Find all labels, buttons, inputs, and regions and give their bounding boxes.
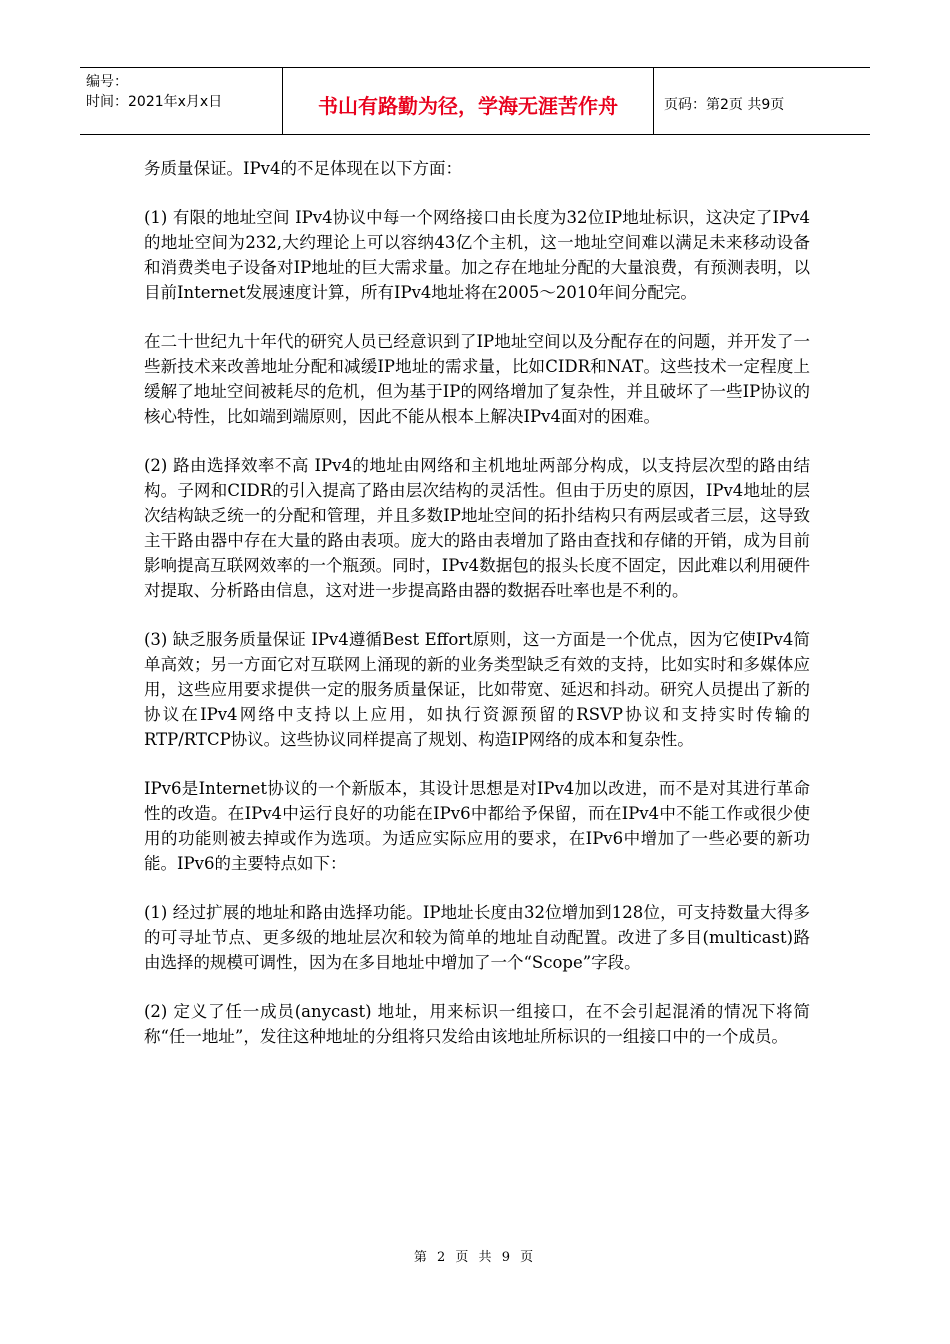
document-date-label: 时间：2021年x月x日: [86, 94, 223, 110]
paragraph: (1) 有限的地址空间 IPv4协议中每一个网络接口由长度为32位IP地址标识，这决定了IPv4的地址空间为232,大约理论上可以容纳43亿个主机，这一地址空间难以满足未来移动设备和消费类电子设备对IP地址的巨大需求量。加之存在地址分配的大量浪费，有预测表明，以目前Internet发展速度计算，所有IPv4地址将在2005～2010年间分配完。: [144, 208, 810, 302]
document-number-label: 编号：: [86, 74, 128, 90]
header-motto: 书山有路勤为径，学海无涯苦作舟: [282, 68, 654, 134]
paragraph: 在二十世纪九十年代的研究人员已经意识到了IP地址空间以及分配存在的问题，并开发了一些新技术来改善地址分配和减缓IP地址的需求量，比如CIDR和NAT。这些技术一定程度上缓解了地址空间被耗尽的危机，但为基于IP的网络增加了复杂性，并且破坏了一些IP协议的核心特性，比如端到端原则，因此不能从根本上解决IPv4面对的困难。: [144, 332, 810, 426]
paragraph: 务质量保证。IPv4的不足体现在以下方面：: [144, 159, 462, 178]
paragraph: (3) 缺乏服务质量保证 IPv4遵循Best Effort原则，这一方面是一个优点，因为它使IPv4简单高效；另一方面它对互联网上涌现的新的业务类型缺乏有效的支持，比如实时和多媒体应用，这些应用要求提供一定的服务质量保证，比如带宽、延迟和抖动。研究人员提出了新的协议在IPv4网络中支持以上应用，如执行资源预留的RSVP协议和支持实时传输的RTP/RTCP协议。这些协议同样提高了规划、构造IP网络的成本和复杂性。: [144, 630, 810, 749]
header-meta: [80, 68, 282, 134]
paragraph: IPv6是Internet协议的一个新版本，其设计思想是对IPv4加以改进，而不是对其进行革命性的改造。在IPv4中运行良好的功能在IPv6中都给予保留，而在IPv4中不能工作或很少使用的功能则被去掉或作为选项。为适应实际应用的要求，在IPv6中增加了一些必要的新功能。IPv6的主要特点如下：: [144, 779, 810, 873]
paragraph: (1) 经过扩展的地址和路由选择功能。IP地址长度由32位增加到128位，可支持数量大得多的可寻址节点、更多级的地址层次和较为简单的地址自动配置。改进了多目(multicast)路由选择的规模可调性，因为在多目地址中增加了一个“Scope”字段。: [144, 903, 810, 972]
page-header: [80, 67, 870, 135]
document-body: [144, 156, 810, 1073]
page-footer: 第 2 页 共 9 页: [413, 1250, 537, 1265]
paragraph: (2) 定义了任一成员(anycast) 地址，用来标识一组接口，在不会引起混淆的情况下将简称“任一地址”，发往这种地址的分组将只发给由该地址所标识的一组接口中的一个成员。: [144, 1002, 810, 1046]
header-page-info: 页码：第2页 共9页: [664, 97, 785, 113]
paragraph: (2) 路由选择效率不高 IPv4的地址由网络和主机地址两部分构成，以支持层次型的路由结构。子网和CIDR的引入提高了路由层次结构的灵活性。但由于历史的原因，IPv4地址的层次结构缺乏统一的分配和管理，并且多数IP地址空间的拓扑结构只有两层或者三层，这导致主干路由器中存在大量的路由表项。庞大的路由表增加了路由查找和存储的开销，成为目前影响提高互联网效率的一个瓶颈。同时，IPv4数据包的报头长度不固定，因此难以利用硬件对提取、分析路由信息，这对进一步提高路由器的数据吞吐率也是不利的。: [144, 456, 810, 600]
